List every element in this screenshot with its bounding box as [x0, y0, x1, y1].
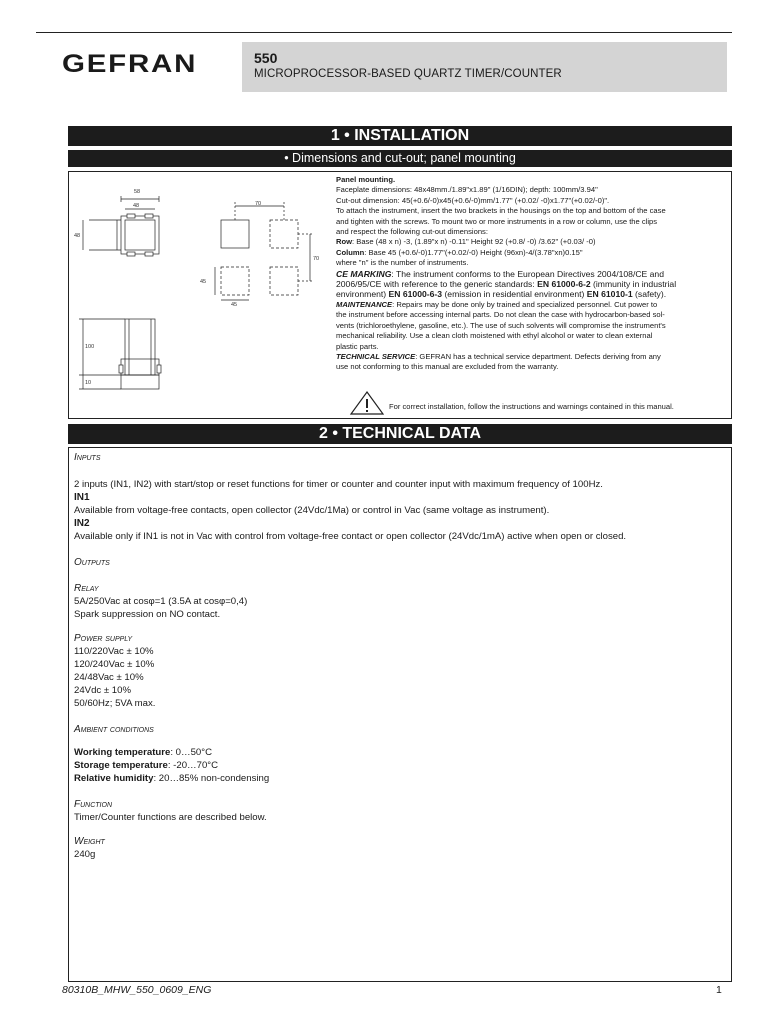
maintenance-line-2: the instrument before accessing internal parts. Do not clean the case with hydrocarbon-based sol- [336, 310, 665, 320]
power-supply-item: 24Vdc ± 10% [74, 685, 132, 696]
in1-text: Available from voltage-free contacts, open collector (24Vdc/1Ma) or control in Vac (same voltage as instrument). [74, 505, 550, 516]
dim-label-58: 58 [134, 189, 141, 195]
relay-spark-suppression: Spark suppression on NO contact. [74, 609, 221, 620]
ce-marking-line-3: environment) EN 61000-6-3 (emission in residential environment) EN 61010-1 (safety). [336, 289, 667, 300]
gefran-logo: GEFRAN [62, 50, 198, 78]
power-supply-item: 24/48Vac ± 10% [74, 672, 144, 683]
function-text: Timer/Counter functions are described below. [74, 812, 267, 823]
inputs-text: 2 inputs (IN1, IN2) with start/stop or reset functions for timer or counter and counter input with maximum frequency of 100Hz. [74, 479, 603, 490]
maintenance-line-5: plastic parts. [336, 341, 379, 351]
column-dimensions: Column: Base 45 (+0.6/-0)1.77"(+0.02/-0) Height (96xn)-4/(3.78"xn)0.15" [336, 247, 583, 257]
dim-label-70-height: 70 [313, 256, 320, 262]
function-heading: Function [74, 799, 112, 810]
technical-service-line-1: TECHNICAL SERVICE: GEFRAN has a technical service department. Defects deriving from any [336, 351, 661, 361]
outputs-heading: Outputs [74, 557, 110, 568]
document-code: 80310B_MHW_550_0609_ENG [62, 984, 212, 996]
section-installation-title: 1 • INSTALLATION [68, 126, 732, 146]
ambient-conditions-heading: Ambient conditions [74, 724, 154, 735]
attach-line-1: To attach the instrument, insert the two brackets in the housings on the top and bottom of the case [336, 206, 666, 216]
in1-heading: IN1 [74, 492, 90, 503]
dim-label-70-width: 70 [255, 201, 262, 207]
dimension-diagram [69, 172, 331, 418]
technical-service-line-2: use not conforming to this manual are excluded from the warranty. [336, 362, 559, 372]
technical-data-box [68, 447, 732, 982]
warning-row [349, 390, 729, 416]
maintenance-line-3: vents (trichloroethylene, gasoline, etc.). The use of such solvents will compromise the instrument's [336, 320, 666, 330]
row-dimensions: Row: Base (48 x n) -3, (1.89"x n) -0.11" Height 92 (+0.8/ -0) /3.62" (+0.03/ -0) [336, 237, 596, 247]
dim-label-45-width: 45 [231, 302, 238, 308]
maintenance-line-4: mechanical reliability. Use a clean cloth moistened with ethyl alcohol or water to clean external [336, 331, 653, 341]
maintenance-line-1: MAINTENANCE: Repairs may be done only by trained and specialized personnel. Cut power to [336, 299, 658, 309]
where-n-note: where "n" is the number of instruments. [336, 258, 469, 268]
power-supply-item: 110/220Vac ± 10% [74, 646, 154, 657]
storage-temperature: Storage temperature: -20…70°C [74, 760, 219, 771]
product-subtitle: MICROPROCESSOR-BASED QUARTZ TIMER/COUNTER [254, 68, 562, 80]
relative-humidity: Relative humidity: 20…85% non-condensing [74, 773, 270, 784]
in2-heading: IN2 [74, 518, 90, 529]
attach-line-2: and tighten with the screws. To mount two or more instruments in a row or column, use the clips [336, 216, 658, 226]
power-supply-item: 50/60Hz; 5VA max. [74, 698, 156, 709]
installation-text [336, 175, 728, 373]
page-number: 1 [716, 984, 722, 996]
cutout-dimensions: Cut-out dimension: 45(+0.6/-0)x45(+0.6/-0)mm/1.77" (+0.02/ -0)x1.77"(+0.02/-0)". [336, 195, 610, 205]
panel-mounting-heading: Panel mounting. [336, 175, 396, 184]
section-technical-data-title: 2 • TECHNICAL DATA [68, 424, 732, 444]
model-number: 550 [254, 50, 278, 66]
dim-label-100: 100 [85, 344, 95, 350]
power-supply-heading: Power supply [74, 633, 133, 644]
weight-text: 240g [74, 849, 96, 860]
section-installation-subtitle: • Dimensions and cut-out; panel mounting [68, 150, 732, 167]
dim-label-10: 10 [85, 380, 92, 386]
ce-marking-line-2: 2006/95/CE with reference to the generic standards: EN 61000-6-2 (immunity in industrial [336, 279, 677, 290]
working-temperature: Working temperature: 0…50°C [74, 747, 213, 758]
inputs-heading: Inputs [74, 452, 101, 463]
attach-line-3: and respect the following cut-out dimensions: [336, 227, 488, 237]
relay-rating: 5A/250Vac at cosφ=1 (3.5A at cosφ=0,4) [74, 596, 248, 607]
dim-label-45-height: 45 [200, 279, 207, 285]
faceplate-dimensions: Faceplate dimensions: 48x48mm./1.89"x1.89" (1/16DIN); depth: 100mm/3.94" [336, 185, 598, 195]
dim-label-48-height: 48 [74, 233, 81, 239]
warning-triangle-icon [349, 390, 385, 416]
power-supply-item: 120/240Vac ± 10% [74, 659, 155, 670]
ce-marking-line-1: CE MARKING: The instrument conforms to the European Directives 2004/108/CE and [336, 268, 664, 279]
weight-heading: Weight [74, 836, 105, 847]
relay-heading: Relay [74, 583, 99, 594]
in2-text: Available only if IN1 is not in Vac with control from voltage-free contact or open collector (24Vdc/1mA) active when open or closed. [74, 531, 627, 542]
installation-box [68, 171, 732, 419]
title-box [242, 42, 727, 92]
dim-label-48-width: 48 [133, 203, 140, 209]
warning-text: For correct installation, follow the instructions and warnings contained in this manual. [389, 402, 674, 411]
top-rule [36, 32, 732, 33]
